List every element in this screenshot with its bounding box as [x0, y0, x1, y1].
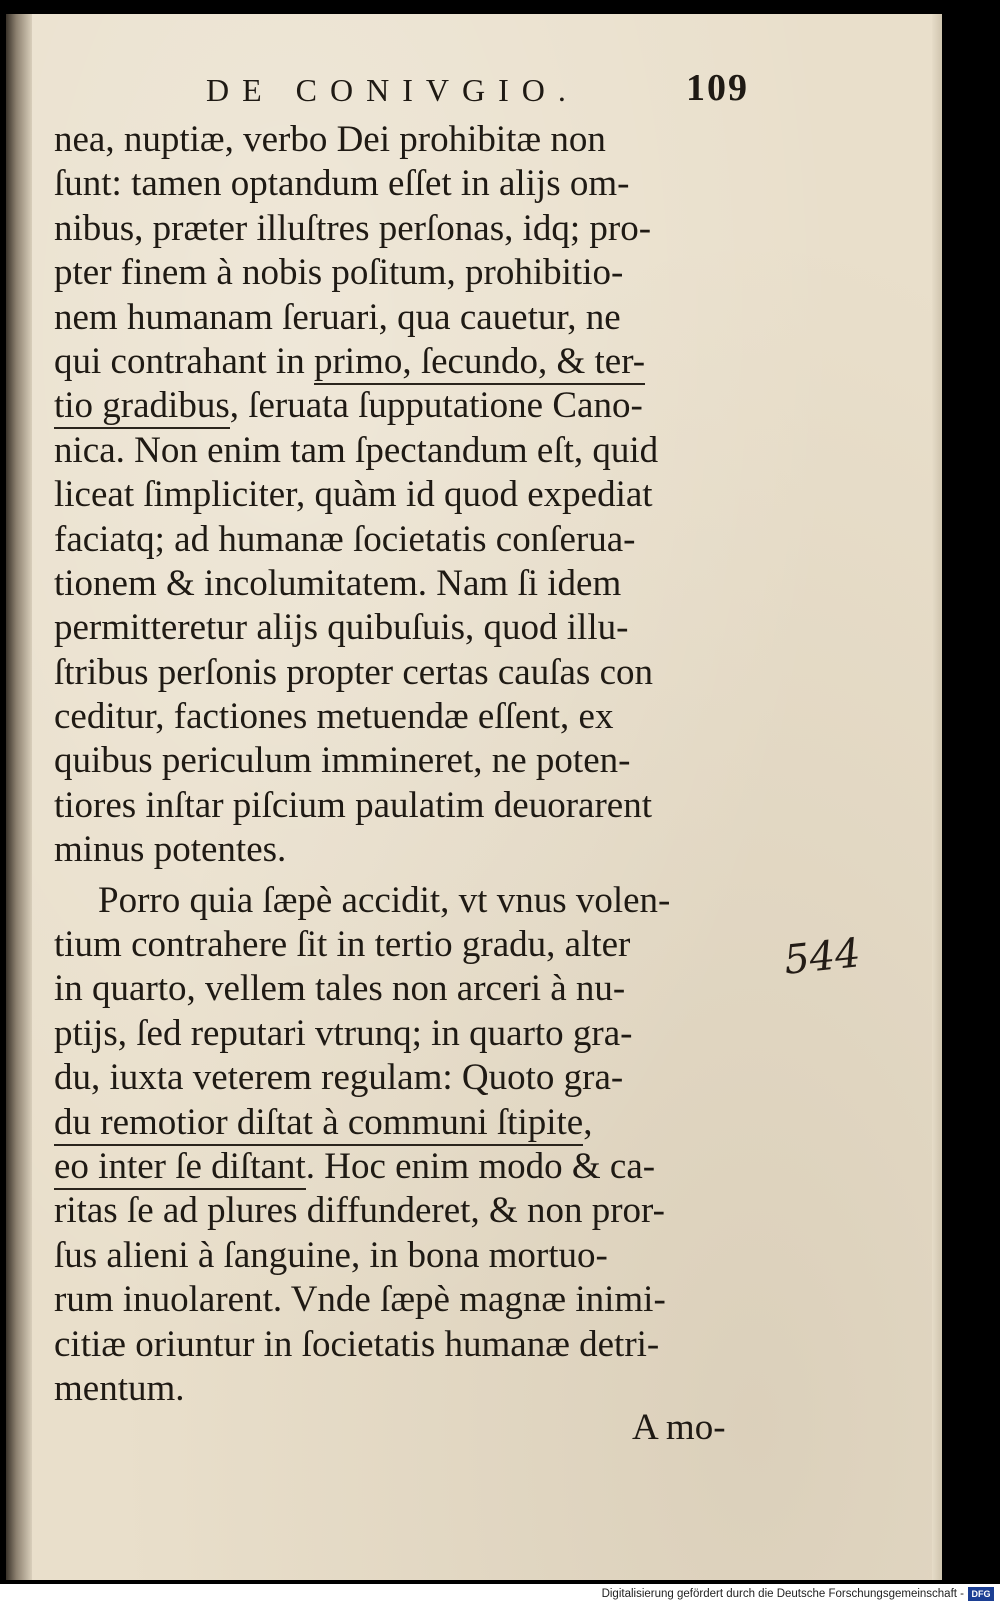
text-line: tiores inſtar piſcium paulatim deuorarent — [54, 784, 652, 826]
underlined-phrase: tio gradibus — [54, 385, 230, 429]
text-line: ſunt: tamen optandum eſſet in alijs om- — [54, 163, 630, 205]
text-line: ſtribus perſonis propter certas cauſas con — [54, 651, 653, 693]
text-line: nica. Non enim tam ſpectandum eſt, quid — [54, 429, 659, 471]
text-line: tionem & incolumitatem. Nam ſi idem — [54, 562, 622, 604]
text-line: citiæ oriuntur in ſocietatis humanæ detri- — [54, 1323, 660, 1365]
catchword: A mo- — [632, 1407, 726, 1448]
page-edge — [932, 14, 942, 1580]
text-line: liceat ſimpliciter, quàm id quod expediat — [54, 474, 653, 516]
handwritten-margin-note: 544 — [781, 930, 863, 984]
text-line: nibus, præter illuſtres perſonas, idq; pro- — [54, 207, 652, 249]
text-line: Porro quia ſæpè accidit, vt vnus volen- — [98, 879, 671, 921]
text-segment: . Hoc enim modo & ca- — [305, 1145, 656, 1187]
underlined-phrase: eo inter ſe diſtant — [54, 1146, 306, 1190]
underlined-phrase: primo, ſecundo, & ter- — [314, 341, 645, 385]
text-segment: , ſeruata ſupputatione Cano- — [229, 385, 643, 427]
text-line — [54, 1145, 764, 1189]
text-line: in quarto, vellem tales non arceri à nu- — [54, 968, 626, 1010]
text-line: du, iuxta veterem regulam: Quoto gra- — [54, 1057, 624, 1099]
dfg-logo: DFG — [968, 1587, 994, 1601]
text-line: ceditur, factiones metuendæ eſſent, ex — [54, 696, 614, 738]
text-line: pter finem à nobis poſitum, prohibitio- — [54, 252, 624, 294]
text-line: faciatq; ad humanæ ſocietatis conſerua- — [54, 518, 636, 560]
text-line: quibus periculum immineret, ne poten- — [54, 740, 631, 782]
text-line — [54, 340, 764, 384]
page-gutter-shadow — [6, 14, 32, 1580]
text-line: nem humanam ſeruari, qua cauetur, ne — [54, 296, 621, 338]
book-page — [6, 14, 942, 1580]
text-line: mentum. — [54, 1367, 185, 1409]
text-line: permitteretur alijs quibuſuis, quod illu- — [54, 607, 629, 649]
body-text — [54, 118, 764, 1411]
text-segment: , — [583, 1101, 593, 1143]
text-line: tium contrahere ſit in tertio gradu, alter — [54, 924, 631, 966]
digitization-credit: Digitalisierung gefördert durch die Deutsche Forschungsgemeinschaft - — [601, 1588, 964, 1600]
page-number: 109 — [686, 67, 749, 109]
text-line: rum inuolarent. Vnde ſæpè magnæ inimi- — [54, 1279, 666, 1321]
text-line: ptijs, ſed reputari vtrunq; in quarto gra- — [54, 1012, 633, 1054]
text-line: minus potentes. — [54, 829, 287, 871]
text-line — [54, 384, 764, 428]
text-segment: qui contrahant in — [54, 340, 314, 382]
underlined-phrase: du remotior diſtat à communi ſtipite — [54, 1102, 583, 1146]
running-head: DE CONIVGIO. — [206, 72, 579, 108]
text-line: ritas ſe ad plures diffunderet, & non pror- — [54, 1190, 665, 1232]
text-line: nea, nuptiæ, verbo Dei prohibitæ non — [54, 119, 606, 160]
text-line — [54, 1101, 764, 1145]
text-line: ſus alieni à ſanguine, in bona mortuo- — [54, 1234, 608, 1276]
